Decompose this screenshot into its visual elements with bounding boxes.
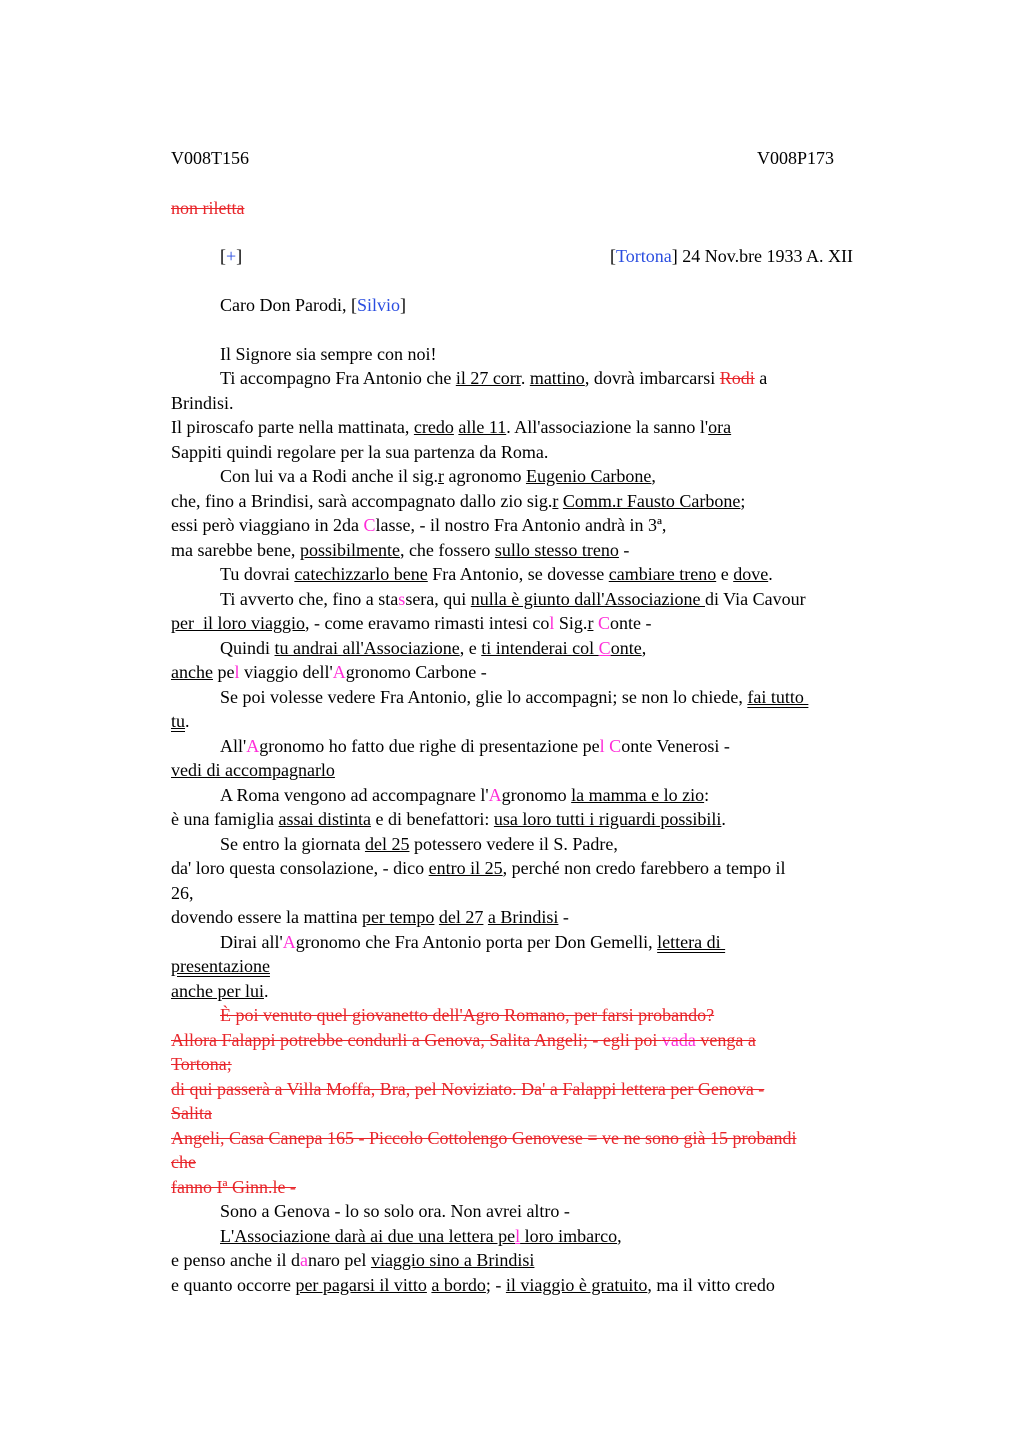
body-line: Il Signore sia sempre con noi! <box>220 344 437 364</box>
document-code-right: V008P173 <box>757 148 835 168</box>
sender-marker: [+] <box>220 246 243 266</box>
body-line: per il loro viaggio, - come eravamo rimasti intesi col Sig.r Conte - <box>171 613 652 633</box>
body-line: anche per lui. <box>171 981 269 1001</box>
place-date: [Tortona] 24 Nov.bre 1933 A. XII <box>610 246 854 266</box>
recipient-link[interactable]: Silvio <box>356 295 400 315</box>
body-line: Se poi volesse vedere Fra Antonio, glie lo accompagni; se non lo chiede, fai tutto <box>220 687 809 707</box>
deleted-line: che <box>171 1152 196 1172</box>
deleted-line: Angeli, Casa Canepa 165 - Piccolo Cottolengo Genovese = ve ne sono già 15 probandi <box>171 1128 797 1148</box>
document-code-left: V008T156 <box>171 148 249 168</box>
deleted-line: di qui passerà a Villa Moffa, Bra, pel Noviziato. Da' a Falappi lettera per Genova - <box>171 1079 765 1099</box>
body-line: Sappiti quindi regolare per la sua partenza da Roma. <box>171 442 549 462</box>
deleted-line: Allora Falappi potrebbe condurli a Genova, Salita Angeli; - egli poi vada venga a <box>171 1030 756 1050</box>
body-line: All'Agronomo ho fatto due righe di presentazione pel Conte Venerosi - <box>220 736 730 756</box>
deleted-line: fanno Iª Ginn.le - <box>171 1177 296 1197</box>
plus-link[interactable]: + <box>226 246 237 266</box>
body-line: A Roma vengono ad accompagnare l'Agronomo la mamma e lo zio: <box>220 785 710 805</box>
body-line: Ti avverto che, fino a stassera, qui nulla è giunto dall'Associazione di Via Cavour <box>220 589 806 609</box>
body-line: Ti accompagno Fra Antonio che il 27 corr. mattino, dovrà imbarcarsi Rodi a <box>220 368 768 388</box>
body-line: tu. <box>171 711 190 731</box>
body-line: Tu dovrai catechizzarlo bene Fra Antonio, se dovesse cambiare treno e dove. <box>220 564 773 584</box>
status-note: non riletta <box>171 198 245 218</box>
body-line: dovendo essere la mattina per tempo del 27 a Brindisi - <box>171 907 569 927</box>
body-line: e penso anche il danaro pel viaggio sino a Brindisi <box>171 1250 535 1270</box>
body-line: Dirai all'Agronomo che Fra Antonio porta per Don Gemelli, lettera di <box>220 932 726 952</box>
body-line: da' loro questa consolazione, - dico entro il 25, perché non credo farebbero a tempo il <box>171 858 786 878</box>
body-line: Brindisi. <box>171 393 234 413</box>
body-line: Sono a Genova - lo so solo ora. Non avrei altro - <box>220 1201 570 1221</box>
deleted-line: Tortona; <box>171 1054 232 1074</box>
body-line: ma sarebbe bene, possibilmente, che fossero sullo stesso treno - <box>171 540 630 560</box>
body-line: è una famiglia assai distinta e di benefattori: usa loro tutti i riguardi possibili. <box>171 809 726 829</box>
body-line: Se entro la giornata del 25 potessero vedere il S. Padre, <box>220 834 618 854</box>
body-line: e quanto occorre per pagarsi il vitto a bordo; - il viaggio è gratuito, ma il vitto credo <box>171 1275 775 1295</box>
body-line: Con lui va a Rodi anche il sig.r agronomo Eugenio Carbone, <box>220 466 656 486</box>
deleted-line: È poi venuto quel giovanetto dell'Agro Romano, per farsi probando? <box>220 1005 715 1025</box>
body-line: Quindi tu andrai all'Associazione, e ti intenderai col Conte, <box>220 638 647 658</box>
body-line: essi però viaggiano in 2da Classe, - il nostro Fra Antonio andrà in 3ª, <box>171 515 667 535</box>
body-line: presentazione <box>171 956 270 976</box>
body-line: L'Associazione darà ai due una lettera pel loro imbarco, <box>220 1226 622 1246</box>
body-line: che, fino a Brindisi, sarà accompagnato dallo zio sig.r Comm.r Fausto Carbone; <box>171 491 746 511</box>
deleted-line: Salita <box>171 1103 212 1123</box>
body-line: vedi di accompagnarlo <box>171 760 335 780</box>
place-link[interactable]: Tortona <box>616 246 672 266</box>
body-line: Il piroscafo parte nella mattinata, credo alle 11. All'associazione la sanno l'ora <box>171 417 732 437</box>
salutation: Caro Don Parodi, [Silvio] <box>220 295 406 315</box>
body-line: anche pel viaggio dell'Agronomo Carbone - <box>171 662 487 682</box>
body-line: 26, <box>171 883 194 903</box>
